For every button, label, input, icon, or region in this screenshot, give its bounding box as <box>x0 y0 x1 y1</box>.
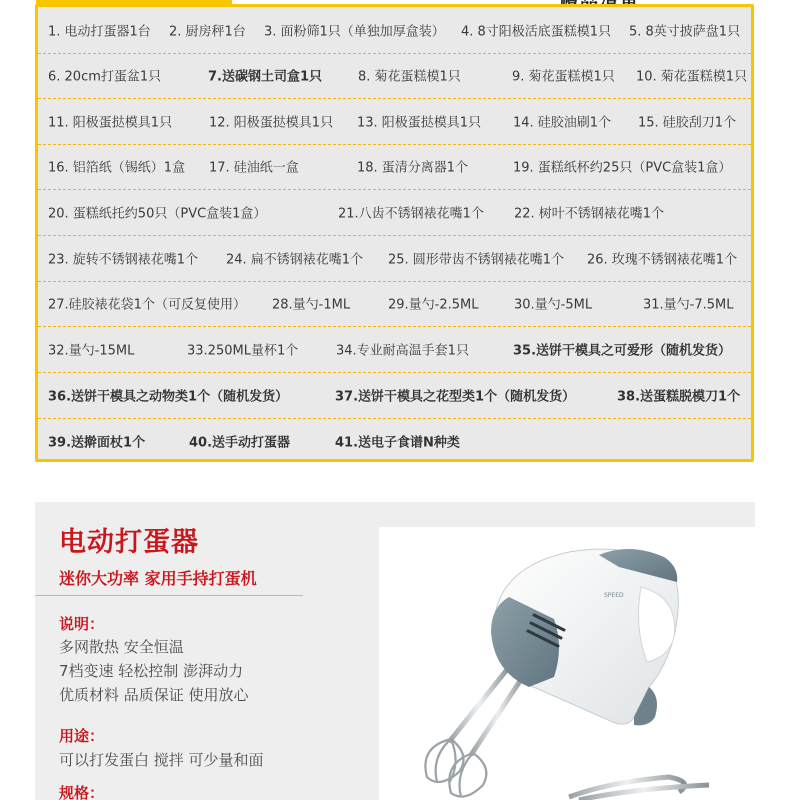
description-line-1: 多网散热 安全恒温 <box>59 638 184 656</box>
gift-row <box>38 418 751 464</box>
gift-item: 20. 蛋糕纸托约50只（PVC盒装1盒） <box>48 206 267 222</box>
brand-mark: SPEED <box>604 592 624 599</box>
usage-line-1: 可以打发蛋白 搅拌 可少量和面 <box>59 751 264 769</box>
gift-item: 4. 8寸阳极活底蛋糕模1只 <box>461 24 612 40</box>
description-line-2: 7档变速 轻松控制 澎湃动力 <box>59 662 244 680</box>
gift-item: 3. 面粉筛1只（单独加厚盒装） <box>264 24 445 40</box>
gift-item: 34.专业耐高温手套1只 <box>336 343 469 359</box>
gift-item: 27.硅胶裱花袋1个（可反复使用） <box>48 297 246 313</box>
gift-item: 13. 阳极蛋挞模具1只 <box>357 115 482 131</box>
gift-item: 36.送饼干模具之动物类1个（随机发货） <box>48 389 289 405</box>
gift-row <box>38 8 751 54</box>
product-title: 电动打蛋器 <box>59 527 199 558</box>
gift-item: 31.量勺-7.5ML <box>643 297 734 313</box>
gift-item: 11. 阳极蛋挞模具1只 <box>48 115 173 131</box>
gift-item: 32.量勺-15ML <box>48 343 135 359</box>
product-photo <box>379 527 755 800</box>
spec-heading: 规格： <box>59 784 105 800</box>
gift-item: 17. 硅油纸一盒 <box>209 160 299 176</box>
mixer-body <box>491 549 678 725</box>
dough-hooks <box>569 777 709 800</box>
gift-item: 26. 玫瑰不锈钢裱花嘴1个 <box>587 252 738 268</box>
gift-row <box>38 144 751 190</box>
beater-shafts <box>449 667 524 755</box>
gift-item: 19. 蛋糕纸杯约25只（PVC盒装1盒） <box>513 160 732 176</box>
gift-item: 7.送碳钢土司盒1只 <box>208 69 323 85</box>
hand-mixer-illustration <box>379 527 755 800</box>
gift-row <box>38 99 751 145</box>
gift-item: 16. 铝箔纸（锡纸）1盒 <box>48 160 186 176</box>
gift-list-box <box>35 4 754 462</box>
gift-item: 18. 蛋清分离器1个 <box>357 160 469 176</box>
gift-item: 25. 圆形带齿不锈钢裱花嘴1个 <box>388 252 565 268</box>
gift-item: 12. 阳极蛋挞模具1只 <box>209 115 334 131</box>
gift-item: 33.250ML量杯1个 <box>187 343 299 359</box>
gift-item: 14. 硅胶油刷1个 <box>513 115 612 131</box>
product-divider <box>35 595 303 596</box>
product-subtitle: 迷你大功率 家用手持打蛋机 <box>59 569 257 588</box>
gift-row <box>38 190 751 236</box>
gift-row <box>38 327 751 373</box>
gift-item: 6. 20cm打蛋盆1只 <box>48 69 162 85</box>
gift-item: 5. 8英寸披萨盘1只 <box>629 24 741 40</box>
gift-item: 1. 电动打蛋器1台 <box>48 24 151 40</box>
gift-row <box>38 281 751 327</box>
gift-item: 9. 菊花蛋糕模1只 <box>512 69 615 85</box>
gift-item: 8. 菊花蛋糕模1只 <box>358 69 461 85</box>
gift-row <box>38 373 751 419</box>
usage-heading: 用途： <box>59 727 105 745</box>
description-line-3: 优质材料 品质保证 使用放心 <box>59 686 249 704</box>
gift-item: 23. 旋转不锈钢裱花嘴1个 <box>48 252 199 268</box>
gift-item: 28.量勺-1ML <box>272 297 351 313</box>
gift-item: 35.送饼干模具之可爱形（随机发货） <box>513 343 732 359</box>
gift-item: 30.量勺-5ML <box>514 297 593 313</box>
gift-item: 38.送蛋糕脱模刀1个 <box>617 389 741 405</box>
gift-item: 29.量勺-2.5ML <box>388 297 479 313</box>
description-heading: 说明： <box>59 615 105 633</box>
gift-item: 21.八齿不锈钢裱花嘴1个 <box>338 206 484 222</box>
gift-item: 37.送饼干模具之花型类1个（随机发货） <box>335 389 576 405</box>
gift-item: 10. 菊花蛋糕模1只 <box>636 69 748 85</box>
gift-item: 15. 硅胶刮刀1个 <box>638 115 737 131</box>
gift-item: 39.送擀面杖1个 <box>48 435 146 451</box>
gift-item: 24. 扁不锈钢裱花嘴1个 <box>226 252 364 268</box>
gift-row <box>38 53 751 99</box>
gift-item: 40.送手动打蛋器 <box>189 435 291 451</box>
gift-item: 22. 树叶不锈钢裱花嘴1个 <box>514 206 665 222</box>
gift-row <box>38 236 751 282</box>
gift-item: 41.送电子食谱N种类 <box>335 435 460 451</box>
gift-item: 2. 厨房秤1台 <box>169 24 246 40</box>
